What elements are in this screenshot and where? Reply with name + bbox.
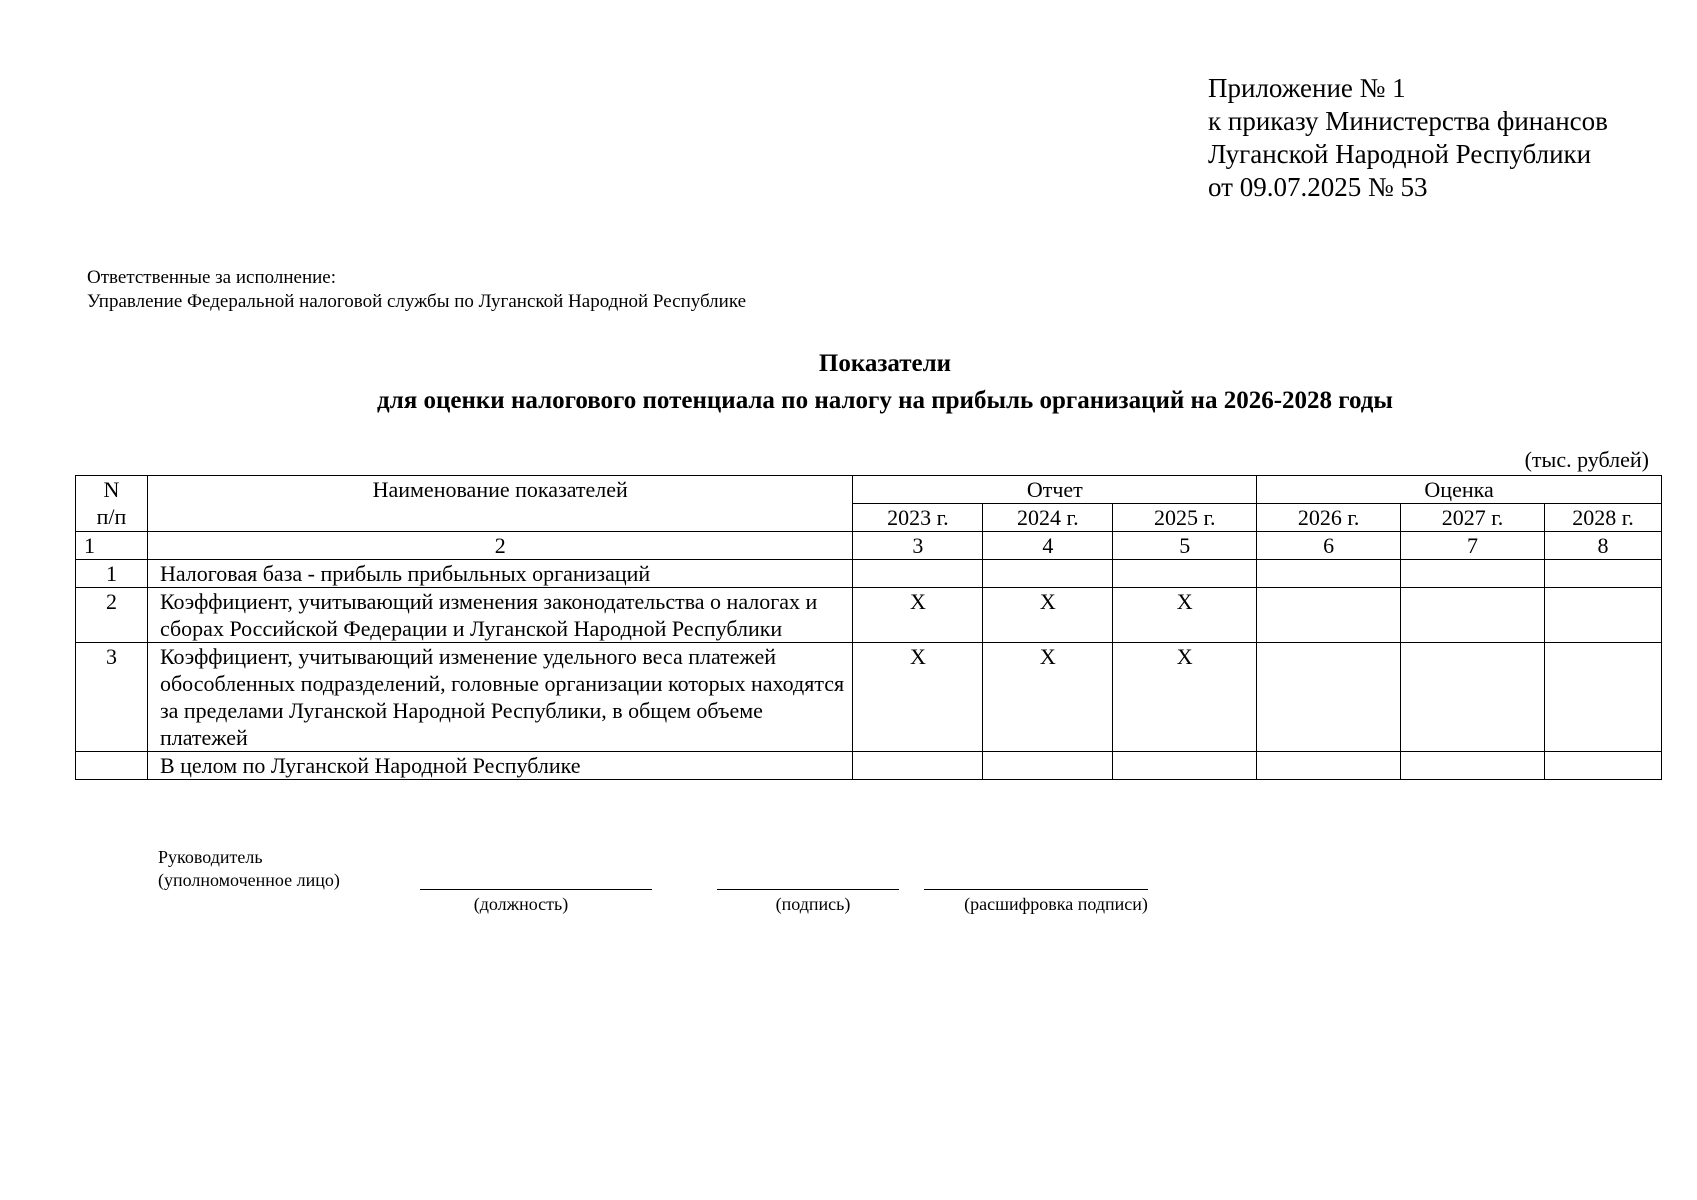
table-row xyxy=(76,588,1662,643)
value-cell xyxy=(1401,752,1545,780)
responsible-block xyxy=(87,266,746,314)
value-cell xyxy=(983,560,1113,588)
value-cell: X xyxy=(853,643,983,752)
value-cell: X xyxy=(983,643,1113,752)
appendix-line-4: от 09.07.2025 № 53 xyxy=(1208,172,1428,202)
document-title xyxy=(0,345,1697,419)
column-number: 3 xyxy=(853,532,983,560)
title-line-1: Показатели xyxy=(818,350,952,377)
header-group-estimate: Оценка xyxy=(1257,476,1662,504)
header-num-line-2: п/п xyxy=(96,504,127,529)
table-row-total xyxy=(76,752,1662,780)
value-cell xyxy=(1545,752,1662,780)
table-row xyxy=(76,643,1662,752)
signature-caption: (подпись) xyxy=(775,894,851,914)
header-row-1 xyxy=(76,476,1662,504)
header-group-report: Отчет xyxy=(853,476,1257,504)
column-number: 7 xyxy=(1401,532,1545,560)
value-cell xyxy=(853,752,983,780)
row-name: Налоговая база - прибыль прибыльных организаций xyxy=(147,560,852,588)
responsible-org: Управление Федеральной налоговой службы по Луганской Народной Республике xyxy=(87,291,747,312)
title-line-2: для оценки налогового потенциала по налогу на прибыль организаций на 2026-2028 годы xyxy=(377,387,1393,414)
value-cell: X xyxy=(1113,643,1257,752)
column-number: 5 xyxy=(1113,532,1257,560)
value-cell: X xyxy=(1113,588,1257,643)
decode-caption: (расшифровка подписи) xyxy=(964,894,1148,914)
value-cell xyxy=(853,560,983,588)
header-num-line-1: N xyxy=(103,477,120,502)
header-year-2023: 2023 г. xyxy=(853,504,983,532)
header-year-2027: 2027 г. xyxy=(1401,504,1545,532)
position-caption: (должность) xyxy=(473,894,569,914)
row-name: В целом по Луганской Народной Республике xyxy=(147,752,852,780)
column-number: 8 xyxy=(1545,532,1662,560)
value-cell: X xyxy=(853,588,983,643)
signature-subtitle: (уполномоченное лицо) xyxy=(158,870,340,890)
units-label: (тыс. рублей) xyxy=(1524,447,1649,472)
column-number: 6 xyxy=(1257,532,1401,560)
column-number: 4 xyxy=(983,532,1113,560)
column-number: 2 xyxy=(147,532,852,560)
value-cell xyxy=(1113,560,1257,588)
value-cell xyxy=(1257,588,1401,643)
column-numbers-row xyxy=(76,532,1662,560)
signature-line xyxy=(717,889,899,890)
row-number xyxy=(76,752,148,780)
responsible-label: Ответственные за исполнение: xyxy=(87,267,337,288)
row-name: Коэффициент, учитывающий изменения законодательства о налогах и сборах Российской Федерации и Луганской Народной Республики xyxy=(147,588,852,643)
value-cell xyxy=(1545,560,1662,588)
row-number: 3 xyxy=(76,643,148,752)
value-cell xyxy=(1257,560,1401,588)
value-cell xyxy=(1401,643,1545,752)
indicators-table xyxy=(75,475,1662,780)
header-name-cell: Наименование показателей xyxy=(147,476,852,532)
row-name: Коэффициент, учитывающий изменение удельного веса платежей обособленных подразделений, головные организации которых находятся за пределами Луганской Народной Республики, в общем объеме платежей xyxy=(147,643,852,752)
appendix-line-3: Луганской Народной Республики xyxy=(1208,139,1592,169)
value-cell xyxy=(983,752,1113,780)
signature-block xyxy=(158,846,340,892)
appendix-line-2: к приказу Министерства финансов xyxy=(1208,106,1608,136)
value-cell xyxy=(1401,588,1545,643)
row-number: 2 xyxy=(76,588,148,643)
position-line xyxy=(420,889,652,890)
value-cell xyxy=(1113,752,1257,780)
header-year-2025: 2025 г. xyxy=(1113,504,1257,532)
appendix-line-1: Приложение № 1 xyxy=(1208,73,1406,103)
row-number: 1 xyxy=(76,560,148,588)
column-number: 1 xyxy=(76,532,148,560)
decode-line xyxy=(924,889,1148,890)
value-cell xyxy=(1545,643,1662,752)
value-cell xyxy=(1257,752,1401,780)
header-num-cell xyxy=(76,476,148,532)
value-cell xyxy=(1401,560,1545,588)
value-cell: X xyxy=(983,588,1113,643)
header-year-2028: 2028 г. xyxy=(1545,504,1662,532)
header-year-2024: 2024 г. xyxy=(983,504,1113,532)
value-cell xyxy=(1545,588,1662,643)
header-year-2026: 2026 г. xyxy=(1257,504,1401,532)
table-row xyxy=(76,560,1662,588)
value-cell xyxy=(1257,643,1401,752)
appendix-block xyxy=(1208,72,1608,204)
signature-title: Руководитель xyxy=(158,847,263,867)
